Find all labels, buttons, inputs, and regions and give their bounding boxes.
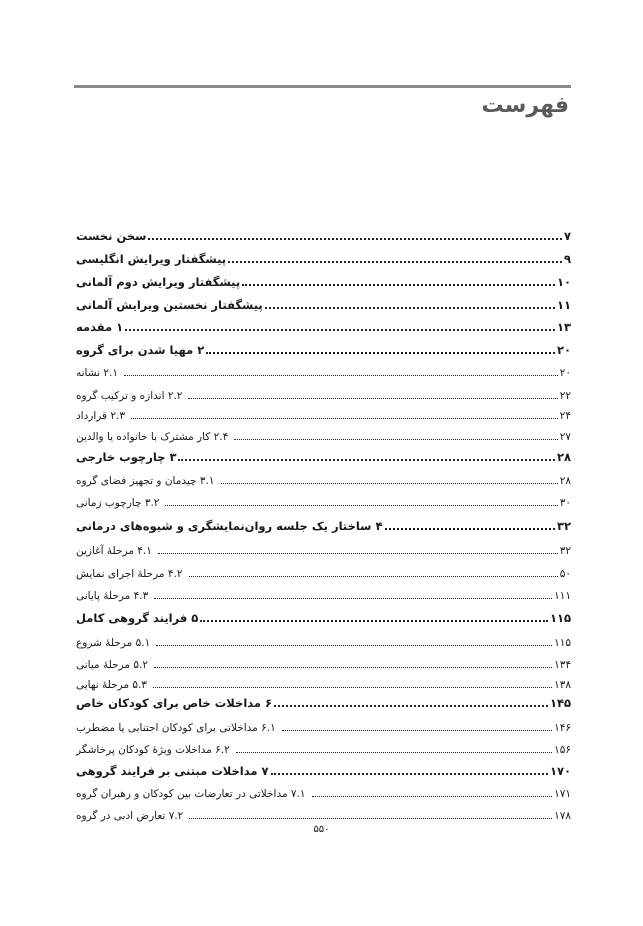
toc-entry-title: ۵.۳ مرحلهٔ نهایی <box>76 679 147 691</box>
toc-page-number: ۱۱۵ <box>549 611 571 625</box>
toc-entry-title: ۲.۱ نشانه <box>76 367 119 379</box>
toc-entry-title: ۳.۱ چیدمان و تجهیز فضای گروه <box>76 475 215 487</box>
footer-page-number: ۵۵۰ <box>313 824 330 835</box>
dot-leader <box>274 704 548 707</box>
toc-page-number: ۲۴ <box>559 410 571 422</box>
toc-page-number: ۷ <box>563 229 571 243</box>
toc-section-row[interactable] <box>74 404 571 422</box>
dot-leader <box>154 666 552 668</box>
toc-page-number: ۱۴۶ <box>554 722 571 734</box>
toc-entry-title: پیشگفتار نخستین ویرایش آلمانی <box>76 298 263 312</box>
toc-chapter-row[interactable] <box>74 760 571 778</box>
toc-entry-title: ۴ ساختار یک جلسه روان‌نمایشگری و شیوه‌های درمانی <box>76 519 383 533</box>
dot-leader <box>242 283 555 286</box>
toc-page-number: ۱۵۶ <box>554 744 571 756</box>
toc-page-number: ۱۳ <box>556 320 571 334</box>
dot-leader <box>124 374 558 376</box>
toc-page-number: ۲۷ <box>559 431 571 443</box>
toc-chapter-row[interactable] <box>74 271 571 289</box>
toc-section-row[interactable] <box>74 673 571 691</box>
toc-chapter-row[interactable] <box>74 692 571 710</box>
toc-section-row[interactable] <box>74 361 571 379</box>
toc-chapter-row[interactable] <box>74 225 571 243</box>
toc-page-number: ۱۱۱ <box>554 590 571 602</box>
toc-page-number: ۲۸ <box>559 475 571 487</box>
toc-entry-title: ۵.۱ مرحلهٔ شروع <box>76 637 151 649</box>
dot-leader <box>148 237 562 240</box>
toc-page-number: ۲۰ <box>556 343 571 357</box>
toc-entry-title: ۵.۲ مرحلهٔ میانی <box>76 659 148 671</box>
toc-entry-title: ۲.۳ قرارداد <box>76 410 126 422</box>
toc-section-row[interactable] <box>74 469 571 487</box>
dot-leader <box>153 686 552 688</box>
toc-chapter-row[interactable] <box>74 248 571 266</box>
toc-entry-title: ۴.۳ مرحلهٔ پایانی <box>76 590 149 602</box>
dot-leader <box>312 795 553 797</box>
toc-entry-title: پیشگفتار ویرایش انگلیسی <box>76 252 227 266</box>
toc-chapter-row[interactable] <box>74 339 571 357</box>
toc-page-number: ۲۸ <box>556 450 571 464</box>
toc-entry-title: ۲.۴ کار مشترک با خانواده یا والدین <box>76 431 229 443</box>
toc-page-number: ۲۰ <box>559 367 571 379</box>
dot-leader <box>282 729 552 731</box>
toc-section-row[interactable] <box>74 584 571 602</box>
dot-leader <box>271 772 548 775</box>
toc-entry-title: ۳.۲ چارچوب زمانی <box>76 497 160 509</box>
dot-leader <box>221 482 558 484</box>
toc-chapter-row[interactable] <box>74 294 571 312</box>
toc-entry-title: ۲.۲ اندازه و ترکیب گروه <box>76 390 183 402</box>
toc-entry-title: ۴.۲ مرحلهٔ اجرای نمایش <box>76 568 183 580</box>
toc-page-number: ۱۳۸ <box>554 679 571 691</box>
dot-leader <box>236 751 552 753</box>
dot-leader <box>385 527 555 530</box>
table-of-contents <box>74 0 571 926</box>
dot-leader <box>165 504 557 506</box>
toc-page-number: ۳۲ <box>556 519 571 533</box>
dot-leader <box>206 351 555 354</box>
dot-leader <box>189 575 558 577</box>
dot-leader <box>200 619 548 622</box>
toc-section-row[interactable] <box>74 631 571 649</box>
dot-leader <box>234 438 557 440</box>
dot-leader <box>188 397 557 399</box>
toc-section-row[interactable] <box>74 782 571 800</box>
dot-leader <box>131 417 558 419</box>
toc-page-number: ۱۱۵ <box>554 637 571 649</box>
toc-chapter-row[interactable] <box>74 316 571 334</box>
dot-leader <box>158 552 558 554</box>
toc-entry-title: ۶.۲ مداخلات ویژهٔ کودکان پرخاشگر <box>76 744 230 756</box>
toc-entry-title: ۶.۱ مداخلاتی برای کودکان اجتنابی یا مضطرب <box>76 722 276 734</box>
dot-leader <box>189 817 552 819</box>
dot-leader <box>154 597 552 599</box>
toc-entry-title: ۲ مهیا شدن برای گروه <box>76 343 205 357</box>
toc-page-number: ۱۱ <box>556 298 571 312</box>
toc-page-number: ۲۲ <box>559 390 571 402</box>
toc-entry-title: ۱ مقدمه <box>76 320 124 334</box>
toc-section-row[interactable] <box>74 716 571 734</box>
toc-entry-title: ۶ مداخلات خاص برای کودکان خاص <box>76 696 273 710</box>
dot-leader <box>125 328 555 331</box>
dot-leader <box>228 260 562 263</box>
toc-page-number: ۱۳۴ <box>554 659 571 671</box>
toc-page-number: ۱۷۰ <box>549 764 571 778</box>
toc-page-number: ۱۷۱ <box>554 788 571 800</box>
toc-page-number: ۱۷۸ <box>554 810 571 822</box>
toc-section-row[interactable] <box>74 491 571 509</box>
toc-entry-title: ۷ مداخلات مبتنی بر فرایند گروهی <box>76 764 269 778</box>
toc-entry-title: ۷.۱ مداخلاتی در تعارضات بین کودکان و رهبران گروه <box>76 788 306 800</box>
toc-page-number: ۱۴۵ <box>549 696 571 710</box>
toc-section-row[interactable] <box>74 384 571 402</box>
toc-page-number: ۵۰ <box>559 568 571 580</box>
toc-chapter-row[interactable] <box>74 446 571 464</box>
toc-chapter-row[interactable] <box>74 515 571 533</box>
toc-entry-title: ۵ فرایند گروهی کامل <box>76 611 199 625</box>
toc-chapter-row[interactable] <box>74 607 571 625</box>
toc-section-row[interactable] <box>74 425 571 443</box>
toc-entry-title: ۳ چارچوب خارجی <box>76 450 177 464</box>
page-title: فهرست <box>481 93 569 118</box>
toc-page-number: ۳۰ <box>559 497 571 509</box>
dot-leader <box>178 458 554 461</box>
toc-section-row[interactable] <box>74 539 571 557</box>
toc-section-row[interactable] <box>74 562 571 580</box>
toc-section-row[interactable] <box>74 804 571 822</box>
dot-leader <box>156 644 552 646</box>
toc-section-row[interactable] <box>74 653 571 671</box>
toc-page-number: ۹ <box>563 252 571 266</box>
toc-entry-title: ۴.۱ مرحلهٔ آغازین <box>76 545 152 557</box>
toc-entry-title: سخن نخست <box>76 229 147 243</box>
toc-page-number: ۳۲ <box>559 545 571 557</box>
toc-page-number: ۱۰ <box>556 275 571 289</box>
toc-section-row[interactable] <box>74 738 571 756</box>
dot-leader <box>265 306 555 309</box>
toc-entry-title: پیشگفتار ویرایش دوم آلمانی <box>76 275 241 289</box>
toc-entry-title: ۷.۲ تعارض ادبی در گروه <box>76 810 184 822</box>
